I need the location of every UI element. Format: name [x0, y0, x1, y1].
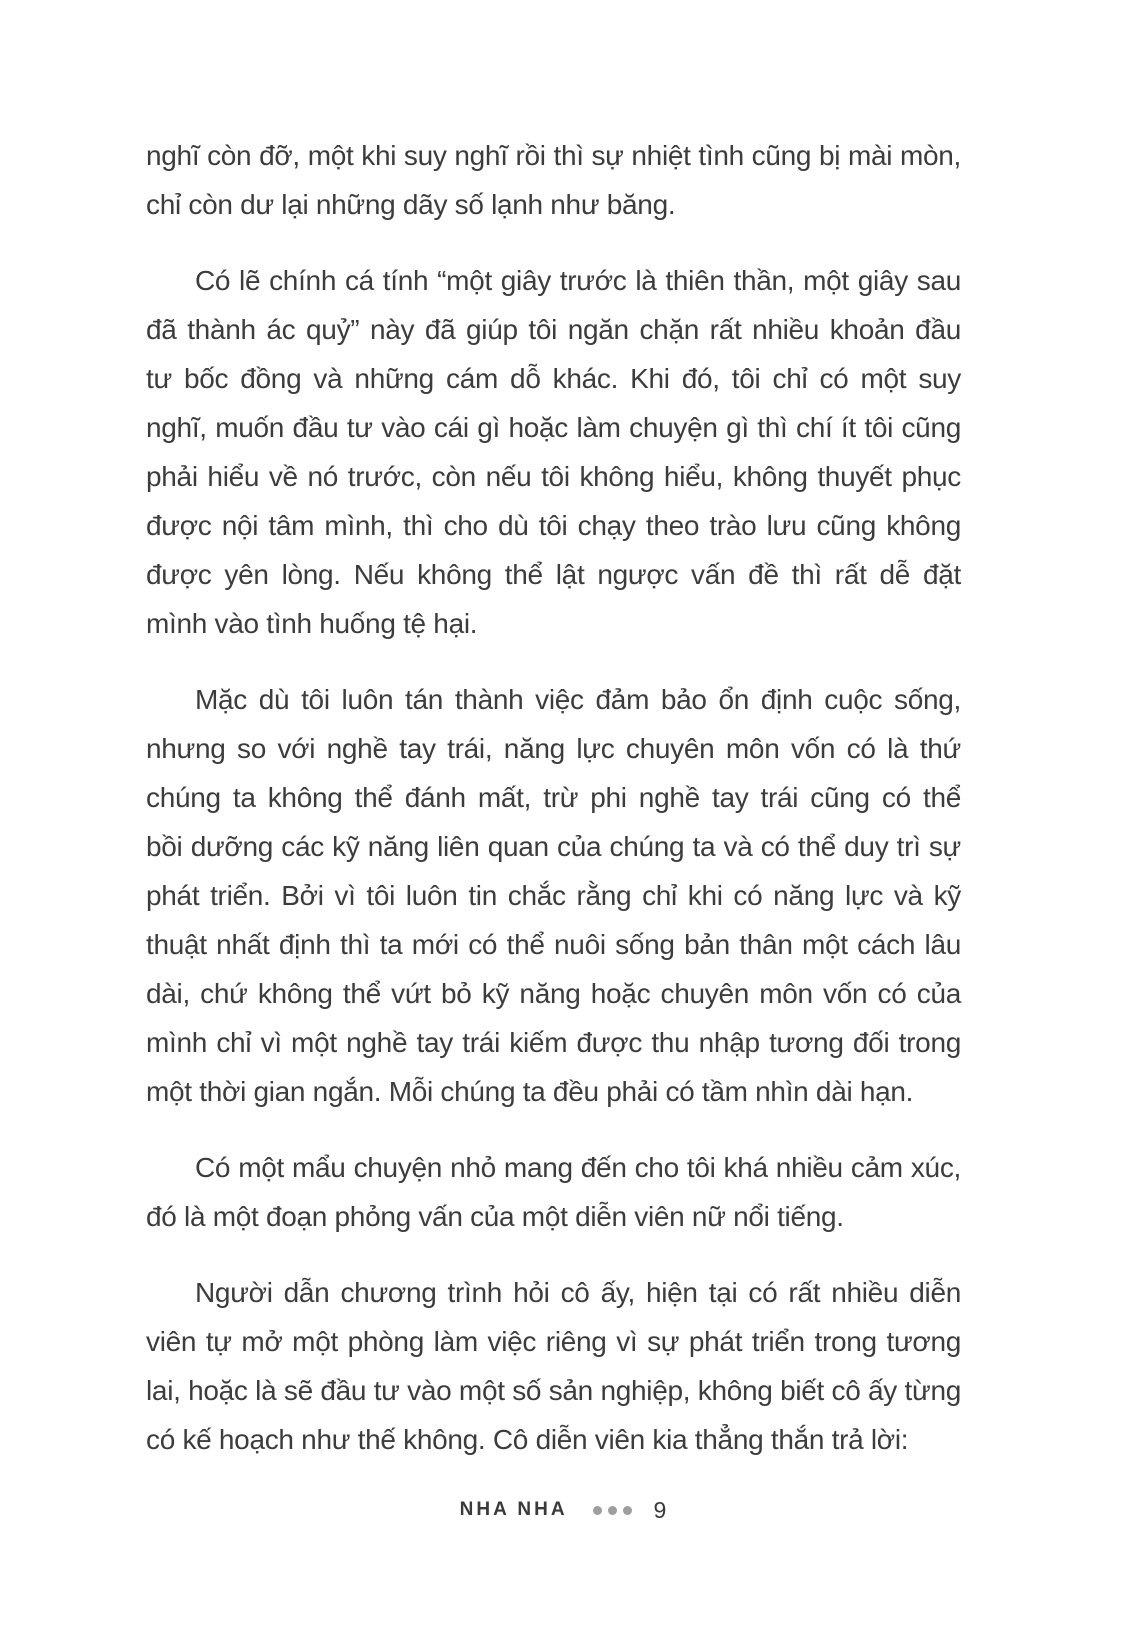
text-line: có kế hoạch như thế không. Cô diễn viên kia thẳng thắn trả lời:	[146, 1424, 909, 1455]
text-line: chúng ta không thể đánh mất, trừ phi nghề tay trái cũng có thể	[146, 782, 961, 813]
text-line: Mặc dù tôi luôn tán thành việc đảm bảo ổn định cuộc sống,	[195, 684, 961, 715]
text-line: Có một mẩu chuyện nhỏ mang đến cho tôi khá nhiều cảm xúc,	[195, 1152, 961, 1183]
text-line: mình vào tình huống tệ hại.	[146, 608, 478, 639]
text-line: một thời gian ngắn. Mỗi chúng ta đều phải có tầm nhìn dài hạn.	[146, 1076, 914, 1107]
text-line: đã thành ác quỷ” này đã giúp tôi ngăn chặn rất nhiều khoản đầu	[146, 314, 961, 345]
paragraph	[146, 675, 961, 1116]
text-line: bồi dưỡng các kỹ năng liên quan của chúng ta và có thể duy trì sự	[146, 831, 961, 862]
text-line: viên tự mở một phòng làm việc riêng vì sự phát triển trong tương	[146, 1326, 961, 1357]
text-line: đó là một đoạn phỏng vấn của một diễn viên nữ nổi tiếng.	[146, 1201, 844, 1232]
text-line: thuật nhất định thì ta mới có thể nuôi sống bản thân một cách lâu	[146, 929, 961, 960]
text-line: dài, chứ không thể vứt bỏ kỹ năng hoặc chuyên môn vốn có của	[146, 978, 961, 1009]
text-line: chỉ còn dư lại những dãy số lạnh như băng.	[146, 189, 676, 220]
page-footer	[0, 1492, 1126, 1528]
dot-icon	[608, 1506, 617, 1515]
paragraph	[146, 131, 961, 229]
footer-running-title: NHA NHA	[459, 1499, 568, 1520]
text-line: Có lẽ chính cá tính “một giây trước là thiên thần, một giây sau	[195, 265, 961, 296]
footer-page-number: 9	[653, 1496, 667, 1523]
body-text-block	[146, 131, 961, 1491]
text-line: được yên lòng. Nếu không thể lật ngược vấn đề thì rất dễ đặt	[146, 559, 961, 590]
text-line: nghĩ, muốn đầu tư vào cái gì hoặc làm chuyện gì thì chí ít tôi cũng	[146, 412, 961, 443]
dot-icon	[593, 1506, 602, 1515]
paragraph	[146, 256, 961, 648]
paragraph	[146, 1143, 961, 1241]
dot-icon	[623, 1506, 632, 1515]
text-line: tư bốc đồng và những cám dỗ khác. Khi đó, tôi chỉ có một suy	[146, 363, 961, 394]
text-line: phát triển. Bởi vì tôi luôn tin chắc rằng chỉ khi có năng lực và kỹ	[146, 880, 961, 911]
text-line: Người dẫn chương trình hỏi cô ấy, hiện tại có rất nhiều diễn	[195, 1277, 961, 1308]
paragraph	[146, 1268, 961, 1464]
text-line: được nội tâm mình, thì cho dù tôi chạy theo trào lưu cũng không	[146, 510, 961, 541]
text-line: nghĩ còn đỡ, một khi suy nghĩ rồi thì sự nhiệt tình cũng bị mài mòn,	[146, 140, 961, 171]
text-line: mình chỉ vì một nghề tay trái kiếm được thu nhập tương đối trong	[146, 1027, 961, 1058]
text-line: lai, hoặc là sẽ đầu tư vào một số sản nghiệp, không biết cô ấy từng	[146, 1375, 961, 1406]
text-line: phải hiểu về nó trước, còn nếu tôi không hiểu, không thuyết phục	[146, 461, 961, 492]
three-dots-separator-icon	[593, 1506, 632, 1515]
text-line: nhưng so với nghề tay trái, năng lực chuyên môn vốn có là thứ	[146, 733, 961, 764]
